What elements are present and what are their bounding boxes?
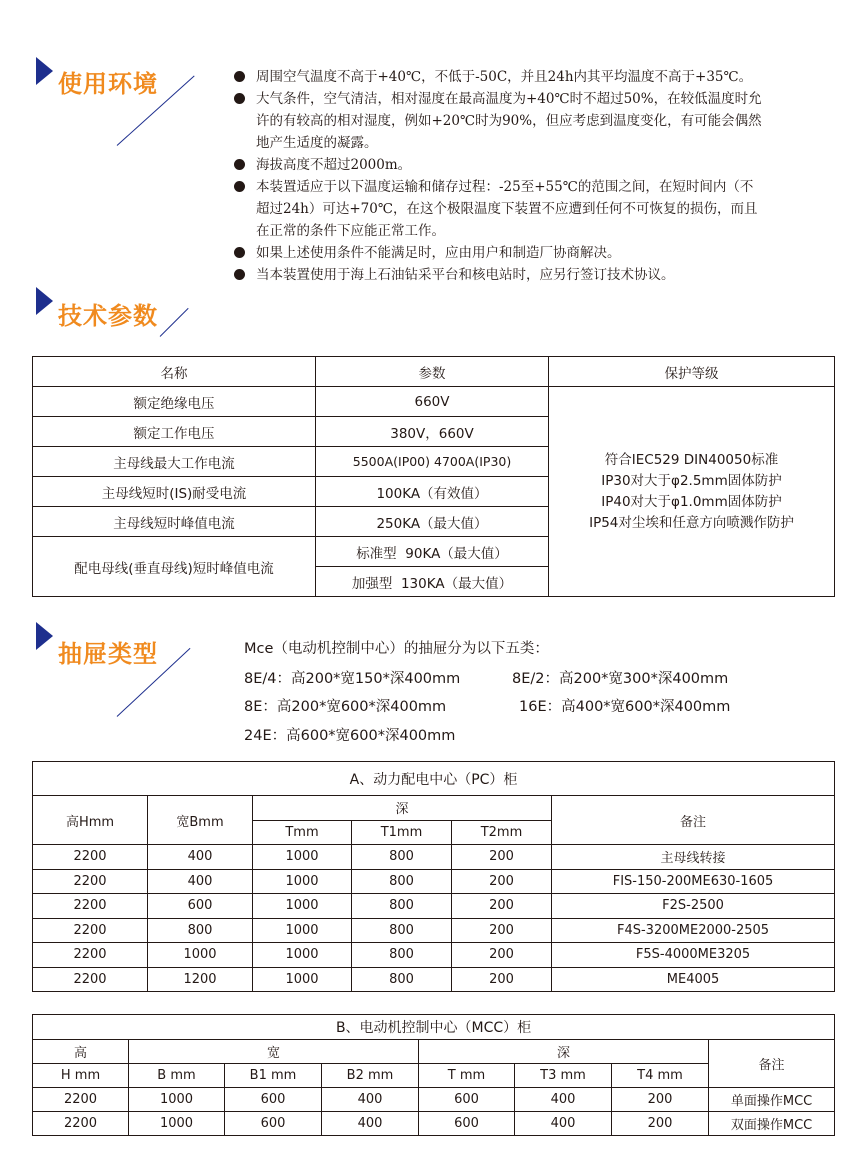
table-row: 2200 1000 600 400 600 400 200 单面操作MCC <box>33 1088 835 1112</box>
section-title: 使用环境 <box>58 70 158 98</box>
mcc-cabinet-table <box>32 1014 835 1136</box>
bullet-dot-icon <box>234 269 245 280</box>
header-cell: 宽 <box>129 1040 419 1064</box>
header-cell: 名称 <box>33 357 316 387</box>
table-caption: B、电动机控制中心（MCC）柜 <box>33 1015 835 1040</box>
list-item: 周围空气温度不高于+40℃，不低于-50C，并且24h内其平均温度不高于+35℃。 <box>234 66 834 88</box>
triangle-icon <box>36 622 53 650</box>
table-row: 加强型 130KA（最大值） <box>33 567 835 597</box>
header-cell: T4 mm <box>612 1064 709 1088</box>
table-row: 配电母线(垂直母线)短时峰值电流 标准型 90KA（最大值） <box>33 537 835 567</box>
header-cell: 深 <box>253 796 552 821</box>
pc-cabinet-table <box>32 761 835 992</box>
header-cell: T1mm <box>352 820 452 845</box>
header-cell: 备注 <box>552 796 835 845</box>
header-cell: B mm <box>129 1064 225 1088</box>
list-item: 大气条件，空气清洁，相对湿度在最高温度为+40℃时不超过50%，在较低温度时允 许的有较高的相对湿度，例如+20℃时为90%，但应考虑到温度变化，有可能会偶然 地产生适度的凝露。 <box>234 88 834 154</box>
table-row: 2200 400 1000 800 200 主母线转接 <box>33 845 835 870</box>
environment-list <box>234 66 834 286</box>
header-cell: 宽Bmm <box>148 796 253 845</box>
bullet-dot-icon <box>234 71 245 82</box>
header-cell: 备注 <box>709 1040 835 1088</box>
triangle-icon <box>36 287 53 315</box>
table-caption: A、动力配电中心（PC）柜 <box>33 762 835 796</box>
table-header-row <box>33 357 835 387</box>
protection-level-cell: 符合IEC529 DIN40050标准 IP30对大于φ2.5mm固体防护 IP40对大于φ1.0mm固体防护 IP54对尘埃和任意方向喷溅作防护 <box>549 387 835 597</box>
table-row: 主母线短时(IS)耐受电流 100KA（有效值） <box>33 477 835 507</box>
drawer-intro: Mce（电动机控制中心）的抽屉分为以下五类： <box>244 641 549 657</box>
table-row: 2200 1200 1000 800 200 ME4005 <box>33 967 835 992</box>
list-item: 如果上述使用条件不能满足时，应由用户和制造厂协商解决。 <box>234 242 834 264</box>
table-row: 2200 400 1000 800 200 FIS-150-200ME630-1605 <box>33 869 835 894</box>
list-item: 本装置适应于以下温度运输和储存过程：-25至+55℃的范围之间，在短时间内（不 超过24h）可达+70℃，在这个极限温度下装置不应遭到任何不可恢复的损伤，而且 在正常的条件下应能正常工作。 <box>234 176 834 242</box>
bullet-dot-icon <box>234 159 245 170</box>
section-title: 技术参数 <box>58 302 158 330</box>
bullet-dot-icon <box>234 93 245 104</box>
list-item: 8E：高200*宽600*深400mm <box>244 699 447 715</box>
header-cell: T3 mm <box>515 1064 612 1088</box>
list-item: 8E/4：高200*宽150*深400mm <box>244 671 461 687</box>
table-header-row <box>33 796 835 821</box>
list-item: 8E/2：高200*宽300*深400mm <box>512 671 729 687</box>
slash-icon <box>160 308 189 337</box>
table-row: 2200 600 1000 800 200 F2S-2500 <box>33 894 835 919</box>
bullet-dot-icon <box>234 247 245 258</box>
header-cell: 高 <box>33 1040 129 1064</box>
table-row: 2200 800 1000 800 200 F4S-3200ME2000-2505 <box>33 918 835 943</box>
header-cell: 保护等级 <box>549 357 835 387</box>
header-cell: B2 mm <box>322 1064 419 1088</box>
table-row: 主母线短时峰值电流 250KA（最大值） <box>33 507 835 537</box>
triangle-icon <box>36 57 53 85</box>
header-cell: 深 <box>419 1040 709 1064</box>
list-item: 当本装置使用于海上石油钻采平台和核电站时，应另行签订技术协议。 <box>234 264 834 286</box>
header-cell: 高Hmm <box>33 796 148 845</box>
table-row: 2200 1000 600 400 600 400 200 双面操作MCC <box>33 1112 835 1136</box>
table-row: 额定工作电压 380V，660V <box>33 417 835 447</box>
table-row: 主母线最大工作电流 5500A(IP00) 4700A(IP30) <box>33 447 835 477</box>
header-cell: B1 mm <box>225 1064 322 1088</box>
header-cell: T2mm <box>452 820 552 845</box>
technical-parameters-table <box>32 356 835 597</box>
table-header-row <box>33 1040 835 1064</box>
header-cell: T mm <box>419 1064 515 1088</box>
table-row: 额定绝缘电压 660V 符合IEC529 DIN40050标准 IP30对大于φ2.5mm固体防护 IP40对大于φ1.0mm固体防护 IP54对尘埃和任意方向喷溅作防护 <box>33 387 835 417</box>
header-cell: 参数 <box>316 357 549 387</box>
list-item: 海拔高度不超过2000m。 <box>234 154 834 176</box>
list-item: 16E：高400*宽600*深400mm <box>519 699 731 715</box>
table-row: 2200 1000 1000 800 200 F5S-4000ME3205 <box>33 943 835 968</box>
list-item: 24E：高600*宽600*深400mm <box>244 728 456 744</box>
header-cell: H mm <box>33 1064 129 1088</box>
bullet-dot-icon <box>234 181 245 192</box>
section-title: 抽屉类型 <box>58 640 158 668</box>
header-cell: Tmm <box>253 820 352 845</box>
